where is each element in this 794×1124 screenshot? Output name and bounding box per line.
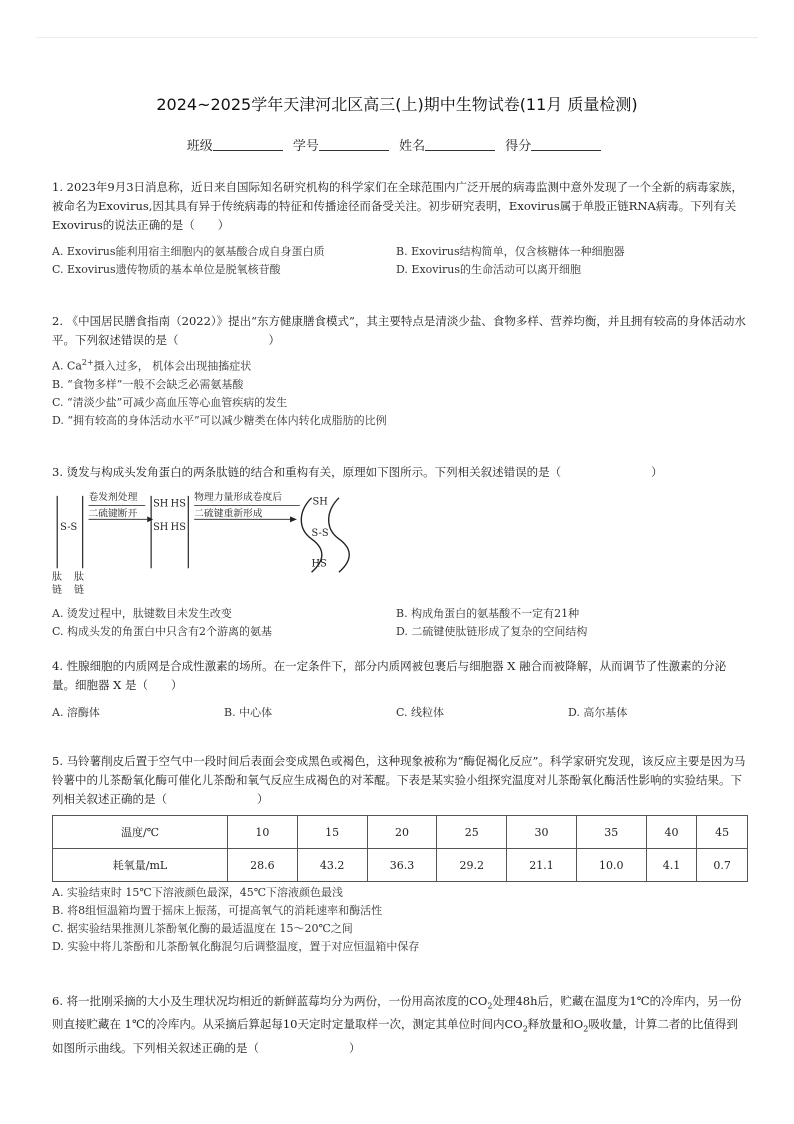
option-c[interactable]: C. 构成头发的角蛋白中只含有2个游离的氨基	[52, 625, 273, 638]
class-blank[interactable]	[213, 138, 283, 151]
table-cell: 25	[437, 816, 507, 849]
option-c[interactable]: C. Exovirus遗传物质的基本单位是脱氧核苷酸	[52, 263, 281, 276]
question-1	[52, 178, 748, 279]
table-cell: 30	[507, 816, 577, 849]
table-cell: 29.2	[437, 849, 507, 882]
question-options	[52, 243, 748, 279]
option-d[interactable]: D. 高尔基体	[568, 706, 628, 719]
table-cell: 40	[646, 816, 697, 849]
table-cell: 20	[367, 816, 437, 849]
question-options	[52, 884, 748, 956]
option-d[interactable]: D. Exovirus的生命活动可以离开细胞	[396, 263, 581, 276]
table-header-cell: 温度/℃	[53, 816, 228, 849]
table-row	[53, 816, 748, 849]
step1-bottom-label: 二硫键断开	[88, 508, 138, 520]
option-b[interactable]: B. 将8组恒温箱均置于摇床上振荡，可提高氧气的消耗速率和酶活性	[52, 904, 383, 917]
table-cell: 36.3	[367, 849, 437, 882]
step2-bottom-label: 二硫键重新形成	[194, 508, 263, 520]
question-options	[52, 605, 748, 641]
question-6	[52, 992, 748, 1058]
question-2	[52, 312, 748, 430]
sh-label: SH	[153, 498, 169, 510]
question-stem: 5. 马铃薯削皮后置于空气中一段时间后表面会变成黑色或褐色，这种现象被称为“酶促褐化反应”。科学家研究发现，该反应主要是因为马铃薯中的儿茶酚氧化酶可催化儿茶酚和氧气反应生成褐色的对苯醌。下表是某实验小组探究温度对儿茶酚氧化酶活性影响的实验结果。下列相关叙述正确的是（ ）	[52, 754, 746, 806]
table-cell: 43.2	[297, 849, 367, 882]
option-d[interactable]: D. 二硫键使肽链形成了复杂的空间结构	[396, 625, 588, 638]
info-label-name: 姓名	[399, 139, 426, 154]
id-blank[interactable]	[319, 138, 389, 151]
info-label-class: 班级	[186, 139, 213, 154]
option-c[interactable]: C. 据实验结果推测儿茶酚氧化酶的最适温度在 15～20℃之间	[52, 922, 353, 935]
page-title: 2024~2025学年天津河北区高三(上)期中生物试卷(11月 质量检测)	[156, 95, 638, 114]
table-cell: 45	[697, 816, 748, 849]
sh-out-label: SH	[312, 496, 328, 508]
peptide-chain-label-right: 肽链	[74, 572, 84, 596]
step1-top-label: 卷发剂处理	[88, 491, 138, 503]
student-info-row	[0, 135, 794, 154]
temperature-oxygen-table	[52, 815, 748, 882]
peptide-chain-label-left: 肽链	[52, 572, 62, 596]
table-cell: 10	[228, 816, 298, 849]
option-b[interactable]: B. 构成角蛋白的氨基酸不一定有21种	[396, 607, 580, 620]
hair-perm-diagram	[52, 490, 352, 580]
option-b[interactable]: B. “食物多样”一般不会缺乏必需氨基酸	[52, 377, 244, 391]
question-4	[52, 657, 748, 722]
ss-bond-label: S-S	[60, 522, 78, 534]
question-stem: 4. 性腺细胞的内质网是合成性激素的场所。在一定条件下，部分内质网被包裹后与细胞器 X 融合而被降解，从而调节了性激素的分泌量。细胞器 X 是（ ）	[52, 659, 727, 692]
option-a[interactable]: A. $Ca^{2+}$摄入过多， 机体会出现抽搐症状	[52, 358, 252, 373]
hs-out-label: HS	[311, 558, 327, 570]
info-label-id: 学号	[292, 139, 319, 154]
option-b[interactable]: B. 中心体	[224, 706, 273, 719]
name-blank[interactable]	[425, 138, 495, 151]
table-header-cell: 耗氧量/mL	[53, 849, 228, 882]
option-a[interactable]: A. 溶酶体	[52, 706, 100, 719]
table-cell: 15	[297, 816, 367, 849]
option-c[interactable]: C. “清淡少盐”可减少高血压等心血管疾病的发生	[52, 395, 288, 409]
option-a[interactable]: A. 实验结束时 15℃下溶液颜色最深，45℃下溶液颜色最浅	[52, 886, 344, 899]
option-a[interactable]: A. Exovirus能利用宿主细胞内的氨基酸合成自身蛋白质	[52, 245, 325, 258]
question-options	[52, 704, 748, 722]
hs-label-2: HS	[170, 522, 186, 534]
question-stem: 3. 烫发与构成头发角蛋白的两条肽链的结合和重构有关，原理如下图所示。下列相关叙述错误的是（ ）	[52, 465, 663, 479]
score-blank[interactable]	[531, 138, 601, 151]
option-a[interactable]: A. 烫发过程中，肽键数目未发生改变	[52, 607, 232, 620]
step2-top-label: 物理力量形成卷度后	[194, 491, 283, 503]
header-divider	[36, 37, 758, 38]
table-row	[53, 849, 748, 882]
ss-out-label: S-S	[311, 527, 329, 539]
option-c[interactable]: C. 线粒体	[396, 706, 445, 719]
option-b[interactable]: B. Exovirus结构简单，仅含核糖体一种细胞器	[396, 245, 625, 258]
info-label-score: 得分	[505, 139, 532, 154]
question-stem: 2. 《中国居民膳食指南（2022）》提出“东方健康膳食模式”，其主要特点是清淡少盐、食物多样、营养均衡，并且拥有较高的身体活动水平。下列叙述错误的是（ ）	[52, 314, 746, 347]
table-cell: 28.6	[228, 849, 298, 882]
question-options	[52, 354, 748, 430]
table-cell: 10.0	[576, 849, 646, 882]
question-stem: 1. 2023年9月3日消息称，近日来自国际知名研究机构的科学家们在全球范围内广泛开展的病毒监测中意外发现了一个全新的病毒家族，被命名为Exovirus,因其具有异于传统病毒的特征和传播途径而备受关注。初步研究表明，Exovirus属于单股正链RNA病毒。下列有关Exovirus的说法正确的是（ ）	[52, 180, 744, 232]
table-cell: 21.1	[507, 849, 577, 882]
question-stem: 6. 将一批刚采摘的大小及生理状况均相近的新鲜蓝莓均分为两份，一份用高浓度的$CO_2$处理48h后，贮藏在温度为1℃的冷库内，另一份则直接贮藏在 1℃的冷库内。从采摘后算起每10天定时定量取样一次，测定其单位时间内$CO_2$释放量和$O_2$吸收量，计算二者的比值得到如图所示曲线。下列相关叙述正确的是（ ）	[52, 994, 742, 1055]
table-cell: 0.7	[697, 849, 748, 882]
question-3	[52, 463, 748, 641]
question-5	[52, 752, 748, 956]
sh-label-2: SH	[153, 522, 169, 534]
hs-label: HS	[170, 498, 186, 510]
option-d[interactable]: D. 实验中将儿茶酚和儿茶酚氧化酶混匀后调整温度，置于对应恒温箱中保存	[52, 940, 420, 953]
table-cell: 35	[576, 816, 646, 849]
table-cell: 4.1	[646, 849, 697, 882]
option-d[interactable]: D. “拥有较高的身体活动水平”可以减少糖类在体内转化成脂肪的比例	[52, 413, 387, 427]
